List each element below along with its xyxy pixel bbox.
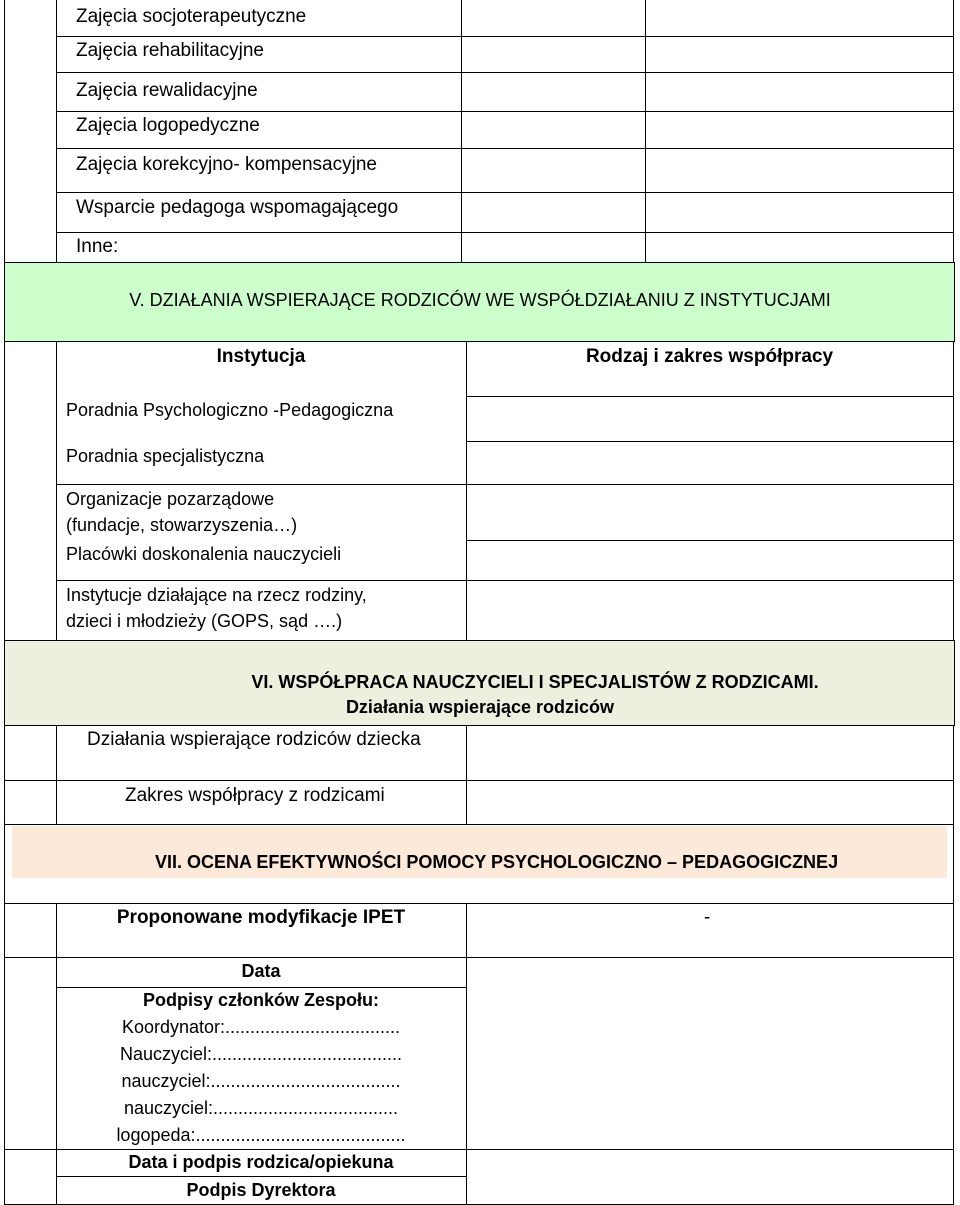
row-line: [466, 396, 954, 397]
section-v-title: V. DZIAŁANIA WSPIERAJĄCE RODZICÓW WE WSPÓŁDZIAŁANIU Z INSTYTUCJAMI: [129, 290, 831, 310]
row-line: [56, 192, 954, 193]
list-item: Inne:: [76, 236, 119, 257]
row-line: [56, 484, 954, 485]
table-border-left: [4, 0, 5, 1205]
row-line: [4, 1149, 954, 1150]
parent-signature-label: Data i podpis rodzica/opiekuna: [128, 1152, 394, 1172]
institution-row: Poradnia specjalistyczna: [66, 446, 265, 466]
col-divider-b: [461, 0, 462, 262]
signature-line-teacher: nauczyciel:......................................: [121, 1071, 401, 1091]
institution-row: Placówki doskonalenia nauczycieli: [66, 544, 342, 564]
section-vi-title: VI. WSPÓŁPRACA NAUCZYCIELI I SPECJALISTÓW Z RODZICAMI.: [251, 672, 819, 692]
row-line: [56, 232, 954, 233]
row-line: [56, 72, 954, 73]
row-line: [466, 441, 954, 442]
col-divider-c: [645, 0, 646, 262]
row-line: [466, 540, 954, 541]
signature-line-teacher: nauczyciel:.....................................: [123, 1098, 399, 1118]
parent-cooperation-scope-label: Zakres współpracy z rodzicami: [125, 785, 385, 806]
row-line: [56, 580, 954, 581]
row-line: [4, 824, 954, 825]
section-vi-subtitle: Działania wspierające rodziców: [345, 697, 615, 717]
col-divider-b: [466, 342, 467, 640]
col-divider-a: [56, 342, 57, 640]
row-line: [56, 148, 954, 149]
row-line: [4, 957, 954, 958]
signature-line-speech-therapist: logopeda:..........................................: [116, 1125, 406, 1145]
list-item: Wsparcie pedagoga wspomagającego: [76, 197, 399, 218]
col-divider-a: [56, 0, 57, 262]
table-border-right: [953, 0, 954, 1205]
signature-line-teacher: Nauczyciel:......................................: [119, 1044, 403, 1064]
modifications-label: Proponowane modyfikacje IPET: [116, 907, 406, 928]
column-header-scope: Rodzaj i zakres współpracy: [585, 346, 834, 367]
institution-row: Poradnia Psychologiczno -Pedagogiczna: [66, 400, 394, 420]
row-line: [56, 36, 954, 37]
signature-line-coordinator: Koordynator:...................................: [121, 1017, 401, 1037]
team-signatures-label: Podpisy członków Zespołu:: [142, 990, 380, 1010]
director-signature-label: Podpis Dyrektora: [186, 1180, 336, 1200]
institution-row: Instytucje działające na rzecz rodziny,: [66, 585, 367, 605]
col-divider-b: [466, 903, 467, 1205]
institution-row: dzieci i młodzieży (GOPS, sąd ….): [66, 611, 343, 631]
list-item: Zajęcia socjoterapeutyczne: [76, 6, 307, 27]
list-item: Zajęcia korekcyjno- kompensacyjne: [76, 154, 377, 175]
institution-row: (fundacje, stowarzyszenia…): [66, 515, 298, 535]
list-item: Zajęcia rehabilitacyjne: [76, 40, 264, 61]
institution-row: Organizacje pozarządowe: [66, 489, 275, 509]
modifications-value: -: [704, 907, 711, 928]
row-line: [4, 903, 954, 904]
row-line: [56, 111, 954, 112]
list-item: Zajęcia rewalidacyjne: [76, 80, 258, 101]
date-label: Data: [241, 961, 281, 981]
section-vii-title: VII. OCENA EFEKTYWNOŚCI POMOCY PSYCHOLOGICZNO – PEDAGOGICZNEJ: [155, 852, 839, 872]
col-divider-b: [466, 726, 467, 824]
col-divider-a: [56, 726, 57, 824]
column-header-institution: Instytucja: [216, 346, 306, 367]
parent-support-actions-label: Działania wspierające rodziców dziecka: [87, 729, 421, 750]
list-item: Zajęcia logopedyczne: [76, 115, 260, 136]
row-line: [4, 780, 954, 781]
row-line: [56, 987, 466, 988]
row-line: [56, 1176, 466, 1177]
